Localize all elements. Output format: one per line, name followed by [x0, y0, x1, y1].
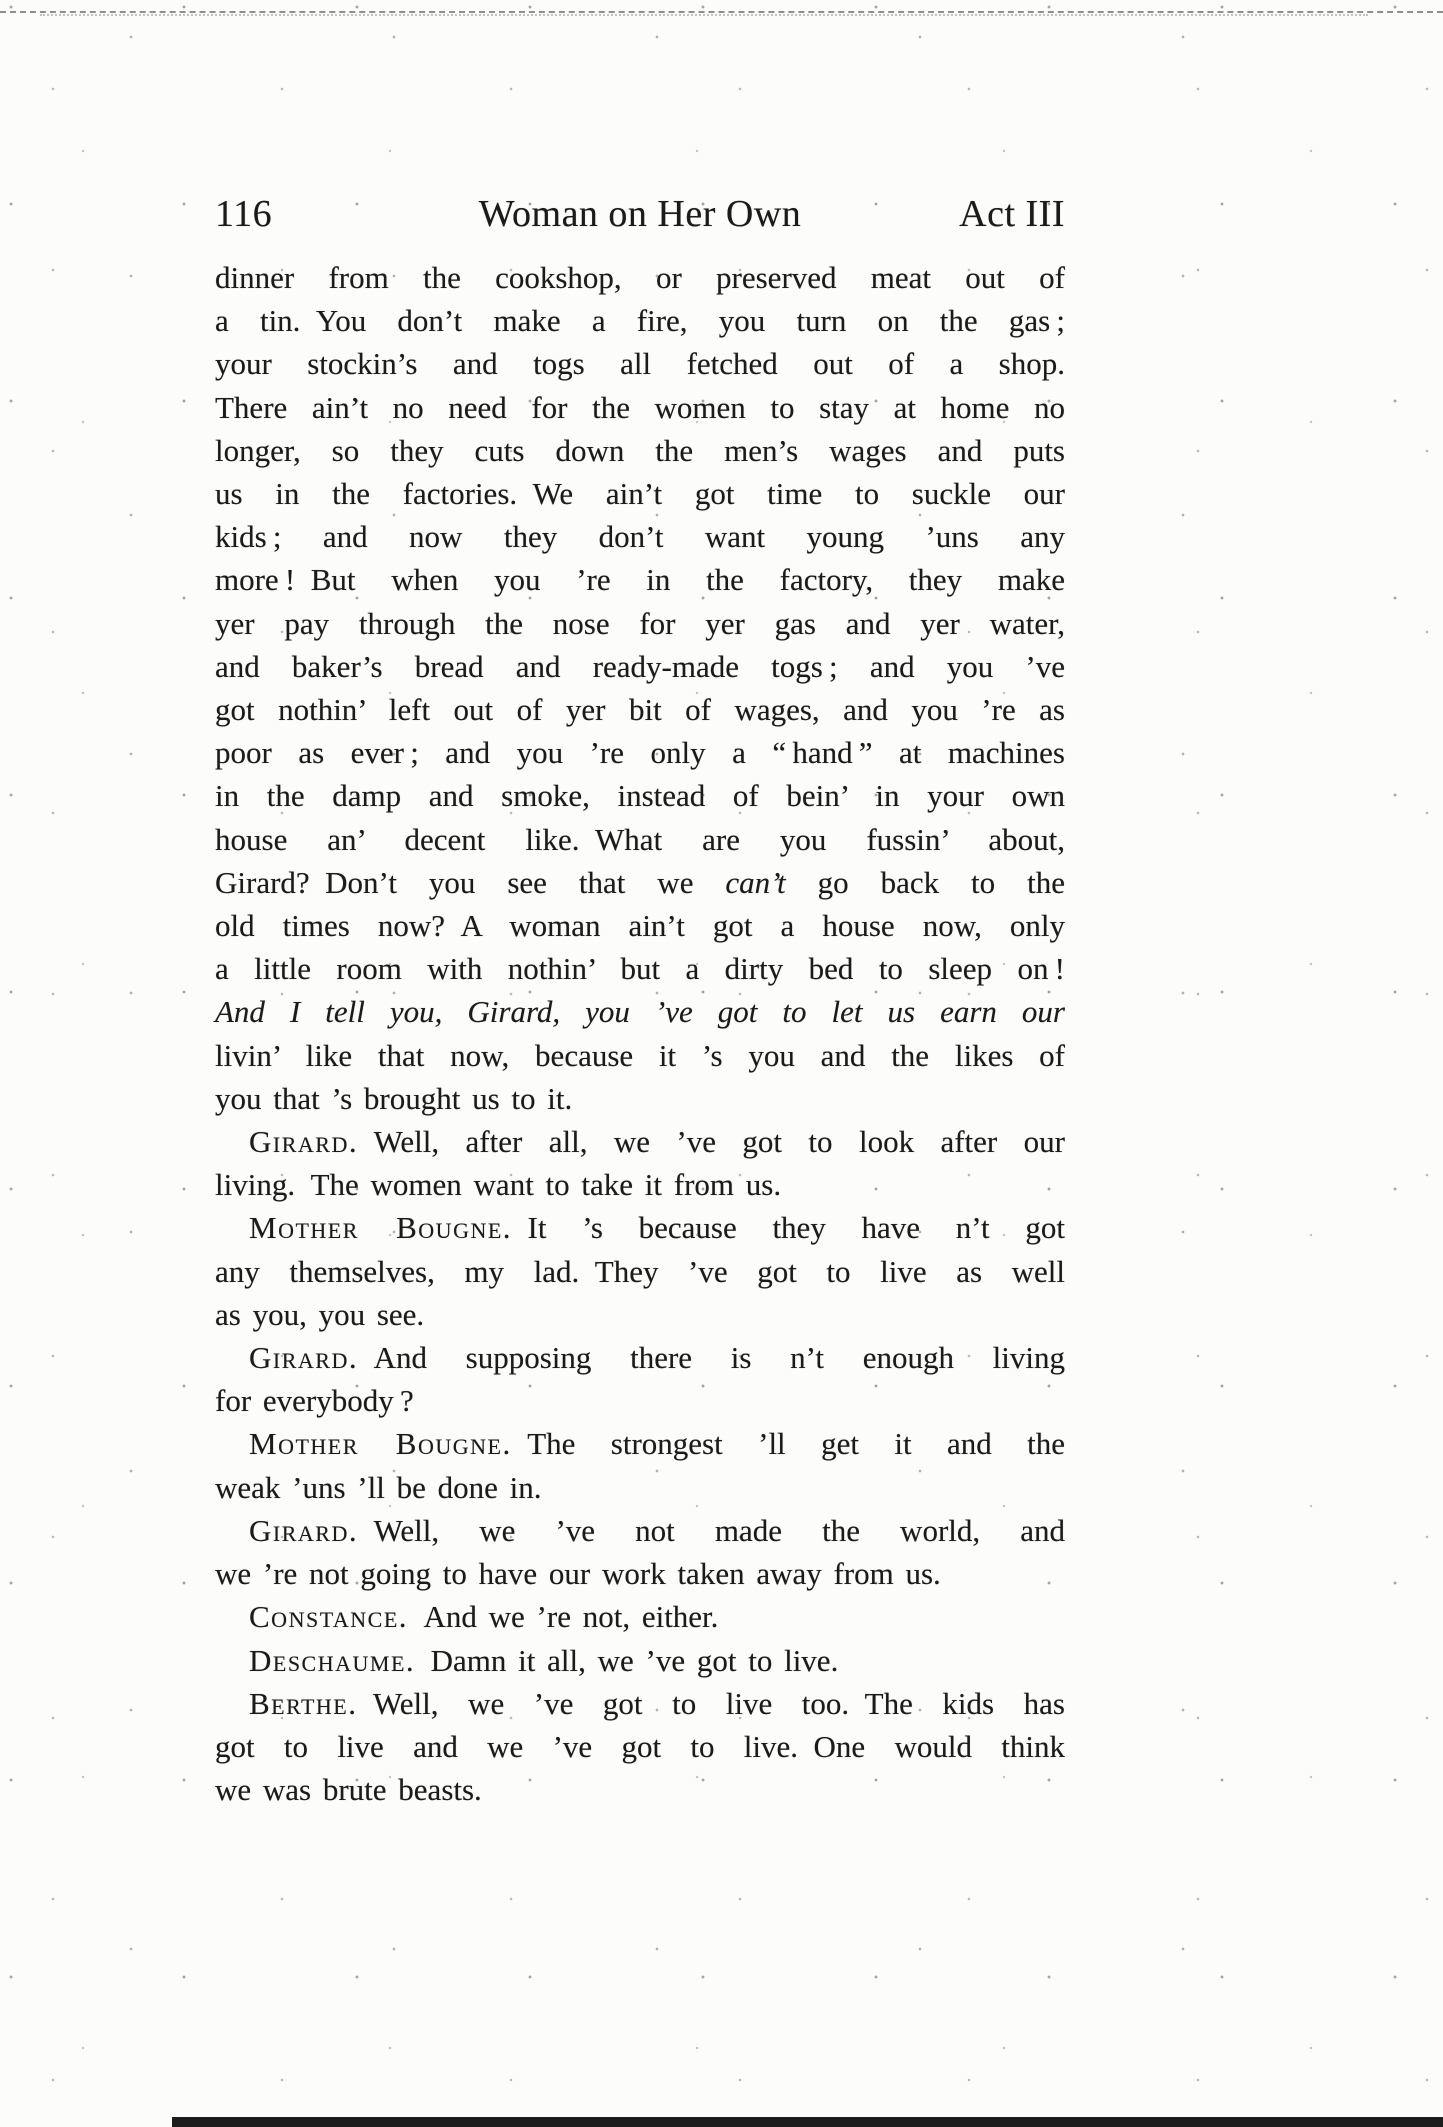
line-text: yer pay through the nose for yer gas and yer water,: [215, 605, 1065, 641]
line-text: your stockin’s and togs all fetched out of a shop.: [215, 346, 1065, 382]
text-line: [215, 1682, 1065, 1725]
text-line: [215, 299, 1065, 342]
text-line: [215, 990, 1065, 1033]
line-text: It ’s because they have n’t got: [512, 1210, 1066, 1246]
line-text: Damn it all, we ’ve got to live.: [415, 1642, 839, 1678]
line-text: And supposing there is n’t enough living: [358, 1340, 1065, 1376]
line-text: got nothin’ left out of yer bit of wages, and you ’re as: [215, 692, 1065, 728]
line-text: old times now? A woman ain’t got a house now, only: [215, 908, 1065, 944]
line-text: weak ’uns ’ll be done in.: [215, 1469, 542, 1505]
line-text: more ! But when you ’re in the factory, they make: [215, 562, 1065, 598]
text-line: [215, 947, 1065, 990]
line-text: kids ; and now they don’t want young ’uns any: [215, 519, 1065, 555]
line-text: dinner from the cookshop, or preserved meat out of: [215, 260, 1065, 295]
text-line: [215, 1509, 1065, 1552]
act-label: Act III: [959, 193, 1065, 235]
scan-edge-artifact-bottom: [172, 2117, 1443, 2127]
line-text: us in the factories. We ain’t got time to suckle our: [215, 476, 1065, 512]
line-text: Girard? Don’t you see that we: [215, 864, 726, 900]
text-line: [215, 1206, 1065, 1249]
line-text: and baker’s bread and ready-made togs ; and you ’ve: [215, 648, 1065, 684]
line-text: as you, you see.: [215, 1296, 425, 1332]
text-line: [215, 1552, 1065, 1595]
text-line: [215, 1725, 1065, 1768]
text-line: [215, 429, 1065, 472]
line-text: Well, we ’ve got to live too. The kids has: [357, 1685, 1065, 1721]
line-text: in the damp and smoke, instead of bein’ in your own: [215, 778, 1065, 814]
text-line: [215, 1336, 1065, 1379]
speaker-name: Constance.: [249, 1599, 409, 1635]
text-line: [215, 904, 1065, 947]
scan-edge-artifact-top: [0, 11, 1443, 13]
line-text: poor as ever ; and you ’re only a “ hand ” at machines: [215, 735, 1065, 771]
page-number: 116: [215, 193, 273, 235]
line-text: a little room with nothin’ but a dirty bed to sleep on !: [215, 951, 1065, 987]
text-line: [215, 861, 1065, 904]
speaker-name: Mother Bougne.: [249, 1210, 513, 1246]
line-text: Well, we ’ve not made the world, and: [358, 1512, 1065, 1548]
line-text: you that ’s brought us to it.: [215, 1080, 573, 1116]
text-line: [215, 342, 1065, 385]
line-text: we was brute beasts.: [215, 1772, 482, 1808]
line-text: And we ’re not, either.: [408, 1599, 719, 1635]
text-line: [215, 1077, 1065, 1120]
line-text: The strongest ’ll get it and the: [511, 1426, 1065, 1462]
line-text: any themselves, my lad. They ’ve got to live as well: [215, 1253, 1065, 1289]
text-line: [215, 688, 1065, 731]
text-line: [215, 774, 1065, 817]
speaker-name: Girard.: [249, 1340, 359, 1376]
line-text: longer, so they cuts down the men’s wages and puts: [215, 432, 1065, 468]
text-line: [215, 256, 1065, 299]
line-text: Well, after all, we ’ve got to look after our: [358, 1124, 1065, 1160]
italic-text: can’t: [725, 864, 786, 900]
text-line: [215, 731, 1065, 774]
line-text: There ain’t no need for the women to stay at home no: [215, 389, 1065, 425]
text-line: [215, 1768, 1065, 1811]
line-text: for everybody ?: [215, 1383, 414, 1419]
page-content: [215, 192, 1065, 1811]
line-text: got to live and we ’ve got to live. One would think: [215, 1728, 1065, 1764]
text-line: [215, 1639, 1065, 1682]
running-title: Woman on Her Own: [478, 193, 802, 235]
text-line: [215, 1466, 1065, 1509]
line-text: a tin. You don’t make a fire, you turn on the gas ;: [215, 303, 1065, 339]
text-line: [215, 1163, 1065, 1206]
text-line: [215, 602, 1065, 645]
text-line: [215, 386, 1065, 429]
line-text: go back to the: [785, 864, 1065, 900]
speaker-name: Deschaume.: [249, 1642, 416, 1678]
line-text: we ’re not going to have our work taken away from us.: [215, 1556, 941, 1592]
scan-edge-artifact-top-secondary: [40, 14, 1368, 16]
text-line: [215, 1379, 1065, 1422]
text-line: [215, 558, 1065, 601]
text-line: [215, 818, 1065, 861]
speaker-name: Mother Bougne.: [249, 1426, 512, 1462]
line-text: house an’ decent like. What are you fussin’ about,: [215, 821, 1065, 857]
italic-text: And I tell you, Girard, you ’ve got to let us earn our: [215, 994, 1065, 1030]
line-text: livin’ like that now, because it ’s you and the likes of: [215, 1037, 1065, 1073]
speaker-name: Girard.: [249, 1124, 359, 1160]
text-line: [215, 1422, 1065, 1465]
line-text: living. The women want to take it from us.: [215, 1167, 782, 1203]
text-line: [215, 515, 1065, 558]
text-line: [215, 1120, 1065, 1163]
text-line: [215, 645, 1065, 688]
text-line: [215, 1595, 1065, 1638]
text-line: [215, 1293, 1065, 1336]
text-line: [215, 472, 1065, 515]
text-line: [215, 1034, 1065, 1077]
page-header: [215, 192, 1065, 236]
text-body: [215, 256, 1065, 1811]
speaker-name: Berthe.: [249, 1685, 358, 1721]
speaker-name: Girard.: [249, 1512, 359, 1548]
text-line: [215, 1250, 1065, 1293]
